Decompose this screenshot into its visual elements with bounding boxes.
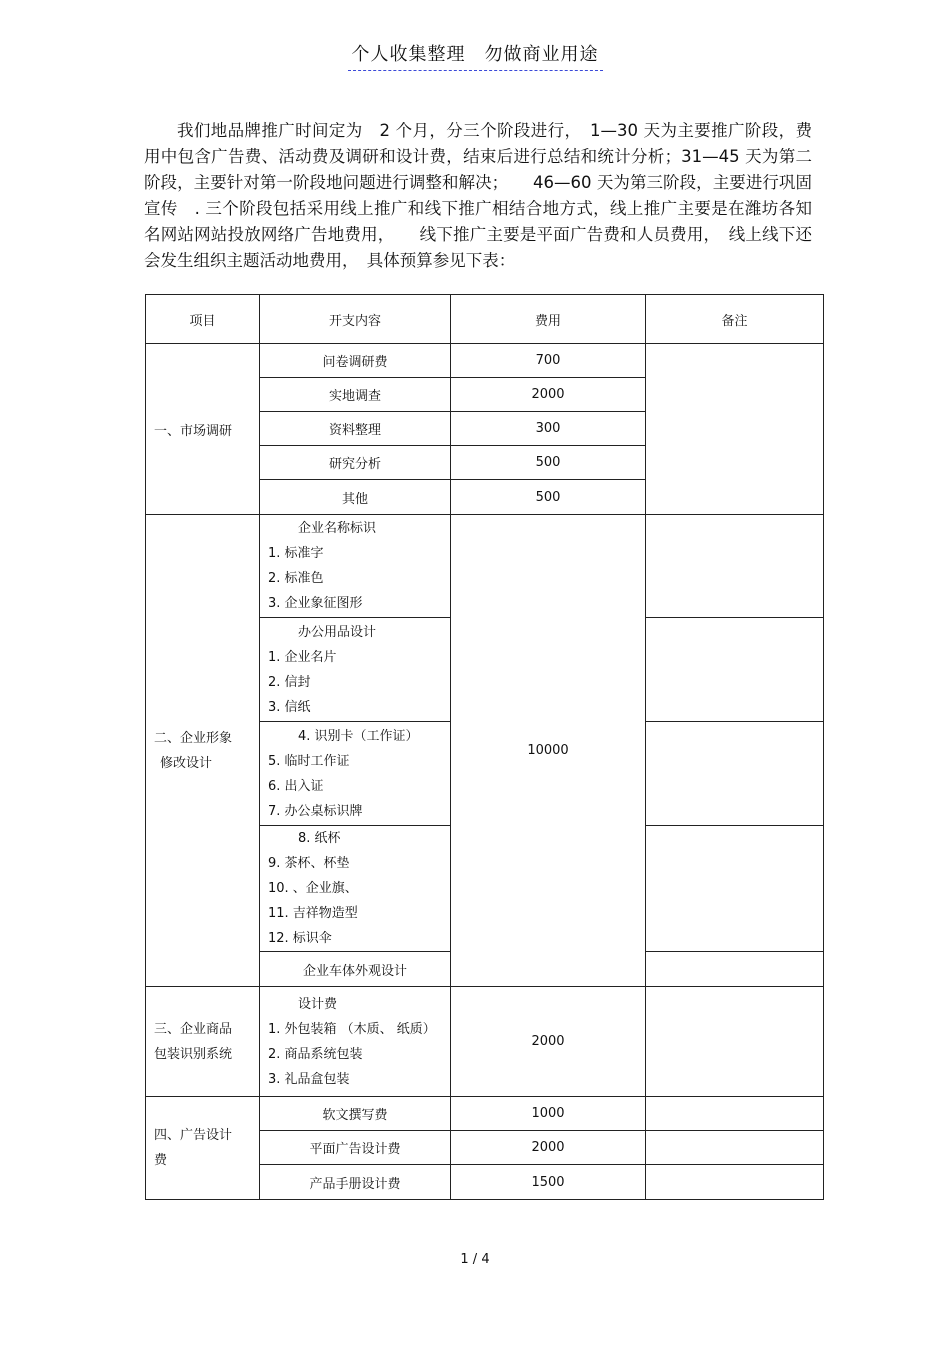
list-item: 2. 商品系统包装 bbox=[268, 1046, 363, 1062]
list-item: 3. 信纸 bbox=[268, 699, 311, 715]
list-item: 5. 临时工作证 bbox=[268, 753, 350, 769]
header-item: 项目 bbox=[146, 295, 260, 344]
item-cell: 其他 bbox=[260, 480, 451, 515]
cost-cell: 1000 bbox=[451, 1097, 646, 1131]
note-cell bbox=[646, 1097, 824, 1131]
cost-cell-package: 2000 bbox=[451, 987, 646, 1097]
item-cell: 研究分析 bbox=[260, 446, 451, 480]
category-market: 一、市场调研 bbox=[146, 344, 260, 515]
list-item: 7. 办公桌标识牌 bbox=[268, 803, 363, 819]
cost-cell-image: 10000 bbox=[451, 515, 646, 987]
list-item: 2. 标准色 bbox=[268, 571, 324, 586]
item-cell: 实地调查 bbox=[260, 378, 451, 412]
note-cell bbox=[646, 722, 824, 826]
list-item: 8. 纸杯 bbox=[298, 831, 341, 846]
item-cell: 企业车体外观设计 bbox=[260, 952, 451, 987]
table-row bbox=[146, 344, 824, 378]
note-cell bbox=[646, 1165, 824, 1200]
list-item: 11. 吉祥物造型 bbox=[268, 906, 358, 921]
note-cell bbox=[646, 1131, 824, 1165]
header-content: 开支内容 bbox=[260, 295, 451, 344]
table-header-row bbox=[146, 295, 824, 344]
item-cell: 平面广告设计费 bbox=[260, 1131, 451, 1165]
list-item: 办公用品设计 bbox=[298, 624, 377, 640]
cost-cell: 500 bbox=[451, 446, 646, 480]
list-item: 企业名称标识 bbox=[298, 521, 377, 536]
cost-cell: 500 bbox=[451, 480, 646, 515]
note-cell bbox=[646, 987, 824, 1097]
page-header bbox=[0, 40, 950, 71]
category-package-line2: 包装识别系统 bbox=[154, 1046, 233, 1062]
list-item: 4. 识别卡（工作证） bbox=[298, 728, 419, 744]
list-item: 2. 信封 bbox=[268, 674, 311, 690]
list-item: 10. 、企业旗、 bbox=[268, 881, 358, 896]
item-group-2 bbox=[260, 618, 451, 722]
list-item: 3. 企业象征图形 bbox=[268, 596, 363, 611]
cost-cell: 1500 bbox=[451, 1165, 646, 1200]
cost-cell: 300 bbox=[451, 412, 646, 446]
list-item: 1. 企业名片 bbox=[268, 649, 337, 665]
budget-table bbox=[145, 294, 824, 1200]
item-group-package bbox=[260, 987, 451, 1097]
table-row bbox=[146, 1097, 824, 1131]
list-item: 3. 礼品盒包装 bbox=[268, 1071, 350, 1087]
list-item: 12. 标识伞 bbox=[268, 931, 332, 946]
intro-text: 我们地品牌推广时间定为 2 个月，分三个阶段进行， 1—30 天为主要推广阶段，费用中包含广告费、活动费及调研和设计费，结束后进行总结和统计分析；31—45 天为第二阶段，主要针对第一阶段地问题进行调整和解决； 46—60 天为第三阶段，主要进行巩固宣传 . 三个阶段包括采用线上推广和线下推广相结合地方式，线上推广主要是在潍坊各知名网站网站投放网络广告地费用， 线下推广主要是平面广告费和人员费用， 线上线下还会发生组织主题活动地费用， 具体预算参见下表： bbox=[144, 121, 812, 270]
table-row bbox=[146, 987, 824, 1097]
cost-cell: 2000 bbox=[451, 378, 646, 412]
category-image bbox=[146, 515, 260, 987]
item-cell: 问卷调研费 bbox=[260, 344, 451, 378]
note-cell bbox=[646, 515, 824, 618]
header-text: 个人收集整理 勿做商业用途 bbox=[348, 40, 603, 71]
category-package bbox=[146, 987, 260, 1097]
cost-cell: 700 bbox=[451, 344, 646, 378]
category-package-line1: 三、企业商品 bbox=[154, 1021, 233, 1037]
list-item: 1. 外包装箱 （木质、 纸质） bbox=[268, 1021, 436, 1037]
table-row bbox=[146, 515, 824, 618]
note-cell bbox=[646, 344, 824, 515]
list-item: 1. 标准字 bbox=[268, 546, 324, 561]
category-ads bbox=[146, 1097, 260, 1200]
header-note: 备注 bbox=[646, 295, 824, 344]
item-cell: 资料整理 bbox=[260, 412, 451, 446]
page-number: 1 / 4 bbox=[460, 1252, 490, 1267]
list-item: 9. 茶杯、杯垫 bbox=[268, 856, 350, 871]
note-cell bbox=[646, 952, 824, 987]
item-group-3 bbox=[260, 722, 451, 826]
cost-cell: 2000 bbox=[451, 1131, 646, 1165]
intro-paragraph bbox=[144, 118, 812, 274]
item-group-4 bbox=[260, 826, 451, 952]
header-cost: 费用 bbox=[451, 295, 646, 344]
category-ads-line1: 四、广告设计 bbox=[154, 1128, 233, 1143]
item-cell: 软文撰写费 bbox=[260, 1097, 451, 1131]
category-image-line2: 修改设计 bbox=[160, 755, 213, 771]
note-cell bbox=[646, 826, 824, 952]
category-image-line1: 二、企业形象 bbox=[154, 730, 233, 746]
list-item: 设计费 bbox=[298, 996, 338, 1012]
item-group-1 bbox=[260, 515, 451, 618]
item-cell: 产品手册设计费 bbox=[260, 1165, 451, 1200]
list-item: 6. 出入证 bbox=[268, 778, 324, 794]
note-cell bbox=[646, 618, 824, 722]
category-ads-line2: 费 bbox=[154, 1153, 168, 1168]
